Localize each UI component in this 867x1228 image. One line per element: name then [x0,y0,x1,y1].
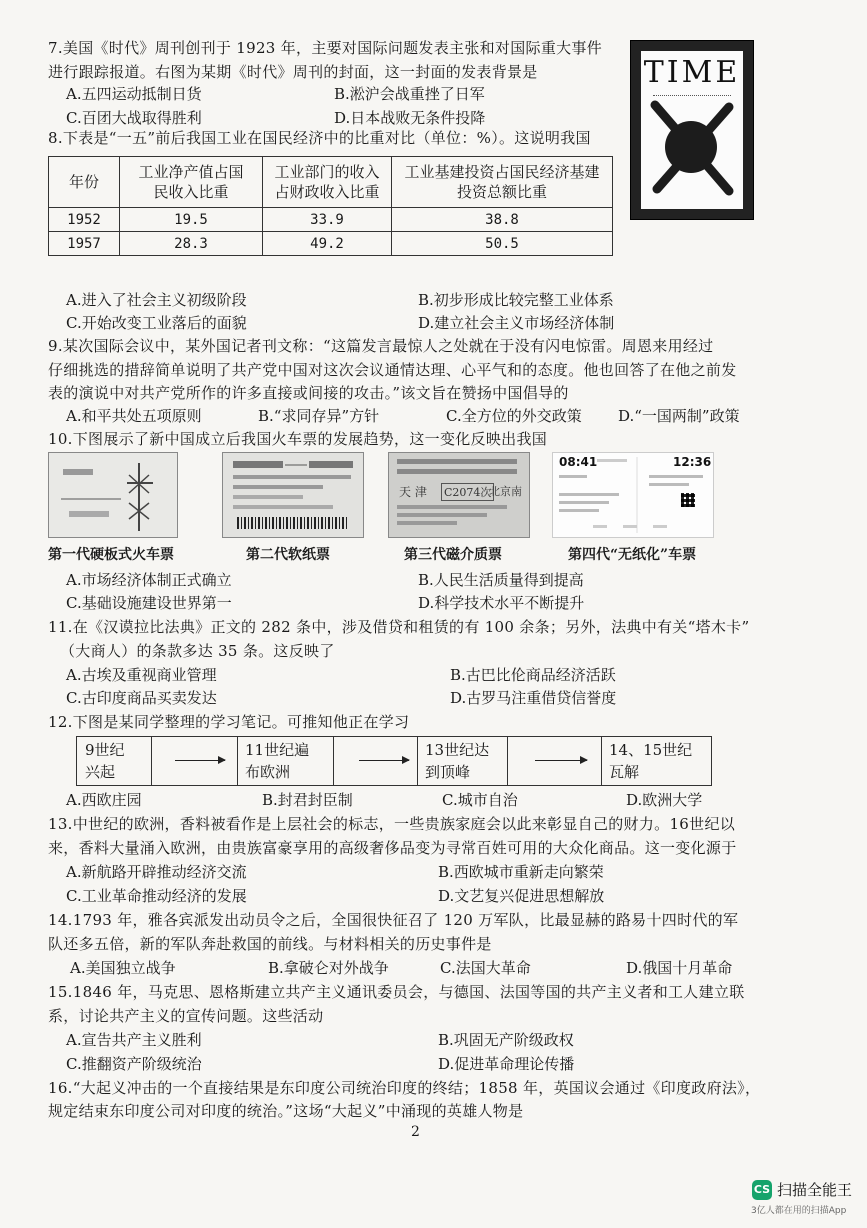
flow-arrow-icon [359,760,409,761]
cardboard-ticket-icon [49,453,177,537]
table-cell: 49.2 [263,232,392,256]
q11-option-d: D.古罗马注重借贷信誉度 [450,689,617,707]
flow-step-2: 11世纪遍 布欧洲 [245,741,310,781]
flow-step-4: 14、15世纪 瓦解 [609,741,693,781]
q12-option-c: C.城市自治 [442,791,518,809]
q10-option-b: B.人民生活质量得到提高 [418,571,584,589]
q14-stem-line2: 队还多五倍，新的军队奔赴救国的前线。与材料相关的历史事件是 [48,935,492,953]
q15-stem-line2: 系，讨论共产主义的宣传问题。这些活动 [48,1007,324,1025]
q16-stem-line2: 规定结束东印度公司对印度的统治。”这场“大起义”中涌现的英雄人物是 [48,1102,524,1120]
q15-option-a: A.宣告共产主义胜利 [66,1031,202,1049]
q10-stem-line1: 10.下图展示了新中国成立后我国火车票的发展趋势，这一变化反映出我国 [48,430,548,448]
second-gen-ticket-image [222,452,364,538]
q12-option-d: D.欧洲大学 [626,791,703,809]
q15-option-d: D.促进革命理论传播 [438,1055,575,1073]
q13-stem-line2: 来，香料大量涌入欧洲，由贵族富豪享用的高级奢侈品变为寻常百姓可用的大众化商品。这一变化源于 [48,839,737,857]
q7-option-b: B.淞沪会战重挫了日军 [334,85,485,103]
table-cell: 19.5 [120,208,263,232]
q14-stem-line1: 14.1793 年，雅各宾派发出动员令之后，全国很快征召了 120 万军队，比最显赫的路易十四时代的军 [48,911,739,929]
q9-stem-line1: 9.某次国际会议中，某外国记者刊文称：“这篇发言最惊人之处就在于没有闪电惊雷。周恩来用经过 [48,337,714,355]
q11-option-c: C.古印度商品买卖发达 [66,689,217,707]
table-cell: 1957 [49,232,120,256]
q11-stem-line2: （大商人）的条款多达 35 条。这反映了 [60,642,335,660]
table-header-row [49,157,613,208]
caption-first-gen: 第一代硬板式火车票 [48,547,174,563]
camscanner-tagline: 3亿人都在用的扫描App [751,1206,847,1216]
table-row [49,232,613,256]
q9-option-c: C.全方位的外交政策 [446,407,582,425]
q11-option-a: A.古埃及重视商业管理 [66,666,217,684]
q12-flow-chart [76,736,712,786]
e-ticket-time-2: 12:36 [673,455,712,469]
q7-option-a: A.五四运动抵制日货 [66,85,202,103]
cover-masthead: TIME [643,55,741,90]
q14-option-a: A.美国独立战争 [70,959,176,977]
q9-stem-line2: 仔细挑选的措辞简单说明了共产党中国对这次会议通情达理、心平气和的态度。他也回答了在他之前发 [48,361,737,379]
caption-third-gen: 第三代磁介质票 [404,547,502,563]
camscanner-logo-icon: CS [752,1180,772,1200]
caption-second-gen: 第二代软纸票 [246,547,330,563]
flow-step-3: 13世纪达 到顶峰 [425,741,490,781]
q13-stem-line1: 13.中世纪的欧洲，香料被看作是上层社会的标志，一些贵族家庭会以此来彰显自己的财力。16世纪以 [48,815,736,833]
q13-option-a: A.新航路开辟推动经济交流 [66,863,247,881]
q10-option-c: C.基础设施建设世界第一 [66,594,232,612]
table-cell: 28.3 [120,232,263,256]
header-cell: 工业基建投资占国民经济基建 投资总额比重 [392,157,613,208]
camscanner-app-name: 扫描全能王 [777,1181,853,1199]
q16-stem-line1: 16.“大起义冲击的一个直接结果是东印度公司统治印度的终结；1858 年，英国议会通过《印度政府法》， [48,1079,761,1097]
e-ticket-time-1: 08:41 [559,455,598,469]
time-magazine-cover [630,40,754,220]
q9-stem-line3: 表的演说中对共产党所作的许多直接或间接的攻击。”该文旨在赞扬中国倡导的 [48,384,569,402]
q8-option-c: C.开始改变工业落后的面貌 [66,314,247,332]
q7-stem-line2: 进行跟踪报道。右图为某期《时代》周刊的封面，这一封面的发表背景是 [48,63,538,81]
header-cell: 工业部门的收入 占财政收入比重 [263,157,392,208]
ticket-train-number: C2074次 [441,483,494,501]
q15-option-b: B.巩固无产阶级政权 [438,1031,574,1049]
q9-option-b: B.“求同存异”方针 [258,407,380,425]
flow-step-1: 9世纪 兴起 [85,741,125,781]
q14-option-d: D.俄国十月革命 [626,959,733,977]
q11-option-b: B.古巴比伦商品经济活跃 [450,666,616,684]
table-cell: 1952 [49,208,120,232]
fourth-gen-e-ticket-image [552,452,714,538]
q7-option-d: D.日本战败无条件投降 [334,109,486,127]
table-cell: 38.8 [392,208,613,232]
q9-option-a: A.和平共处五项原则 [66,407,202,425]
q12-option-b: B.封君封臣制 [262,791,353,809]
table-cell: 33.9 [263,208,392,232]
q10-option-d: D.科学技术水平不断提升 [418,594,585,612]
ticket-to-station: 北京南 [489,485,522,498]
q8-option-d: D.建立社会主义市场经济体制 [418,314,615,332]
caption-fourth-gen: 第四代“无纸化”车票 [568,547,697,563]
third-gen-ticket-image [388,452,530,538]
q13-option-b: B.西欧城市重新走向繁荣 [438,863,604,881]
page-number: 2 [411,1124,420,1140]
cover-crossed-circle-icon [641,51,743,209]
q8-data-table [48,156,613,256]
q15-stem-line1: 15.1846 年，马克思、恩格斯建立共产主义通讯委员会，与德国、法国等国的共产主义者和工人建立联 [48,983,745,1001]
q13-option-d: D.文艺复兴促进思想解放 [438,887,605,905]
q8-stem-line1: 8.下表是“一五”前后我国工业在国民经济中的比重对比（单位：%）。这说明我国 [48,129,591,147]
q8-option-a: A.进入了社会主义初级阶段 [66,291,247,309]
q15-option-c: C.推翻资产阶级统治 [66,1055,202,1073]
flow-arrow-icon [535,760,587,761]
barcode [237,517,347,529]
q10-option-a: A.市场经济体制正式确立 [66,571,232,589]
flow-arrow-icon [175,760,225,761]
table-cell: 50.5 [392,232,613,256]
ticket-from-station: 天 津 [399,485,427,499]
q7-stem-line1: 7.美国《时代》周刊创刊于 1923 年，主要对国际问题发表主张和对国际重大事件 [48,39,603,57]
q13-option-c: C.工业革命推动经济的发展 [66,887,247,905]
header-cell: 工业净产值占国 民收入比重 [120,157,263,208]
q8-option-b: B.初步形成比较完整工业体系 [418,291,614,309]
header-cell: 年份 [49,157,120,208]
q7-option-c: C.百团大战取得胜利 [66,109,202,127]
qr-code-icon [681,493,695,507]
q12-stem-line1: 12.下图是某同学整理的学习笔记。可推知他正在学习 [48,713,410,731]
q9-option-d: D.“一国两制”政策 [618,407,740,425]
q12-option-a: A.西欧庄园 [66,791,142,809]
q11-stem-line1: 11.在《汉谟拉比法典》正文的 282 条中，涉及借贷和租赁的有 100 余条；另外，法典中有关“塔木卡” [48,618,750,636]
q14-option-c: C.法国大革命 [440,959,531,977]
first-gen-ticket-image [48,452,178,538]
table-row [49,208,613,232]
q14-option-b: B.拿破仑对外战争 [268,959,389,977]
